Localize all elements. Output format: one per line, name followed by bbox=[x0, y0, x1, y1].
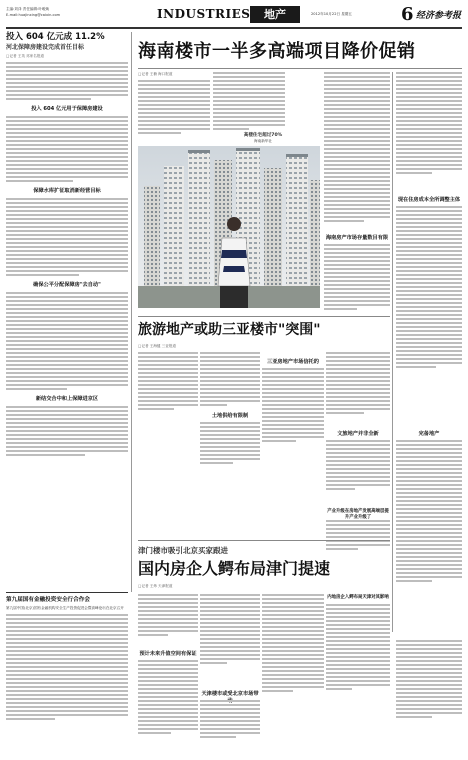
bottom-subhead-2: 天津楼市或受北京市场带 bbox=[201, 691, 259, 697]
top-headline: 海南楼市一半多高端项目降价促销 bbox=[138, 41, 416, 62]
bottom-top-rule bbox=[138, 540, 390, 541]
bottom-body-col2b bbox=[200, 700, 260, 738]
mid-body-col3 bbox=[262, 368, 324, 442]
right-col-body-3 bbox=[396, 440, 462, 582]
bottom-body-col1 bbox=[138, 594, 198, 636]
left-subhead: 河北保障房建设完成首任目标 bbox=[6, 44, 85, 51]
bottom-body-col4 bbox=[326, 604, 390, 690]
left-body-3 bbox=[6, 198, 128, 276]
mid-top-rule bbox=[138, 316, 390, 317]
lower-left-body bbox=[6, 614, 128, 720]
top-body-col1 bbox=[138, 80, 210, 134]
left-body-4 bbox=[6, 292, 128, 390]
right-col-body-2 bbox=[396, 206, 462, 368]
photo-caption-1: 高楼住宅超过70% bbox=[243, 133, 283, 138]
left-section-3: 保障水库扩征取消新经营目标 bbox=[33, 188, 101, 194]
left-column-rule bbox=[131, 32, 132, 592]
right-col-subhead-3: 完备地产 bbox=[418, 431, 440, 437]
right-col-body-4 bbox=[396, 640, 462, 718]
top-right-subhead-1: 海南房产市场存量数目有限 bbox=[325, 235, 389, 241]
left-body-2 bbox=[6, 116, 128, 182]
bottom-byline: □记者 王炜 天津报道 bbox=[138, 584, 173, 588]
mid-body-col4c bbox=[326, 520, 390, 550]
left-body-1 bbox=[6, 62, 128, 100]
right-col-body-1 bbox=[396, 72, 462, 174]
top-body-col2 bbox=[213, 72, 285, 130]
mid-subhead-2: 三亚房地产市场信托的 bbox=[267, 359, 319, 365]
building-photo-graphic bbox=[138, 146, 320, 308]
mid-body-col2 bbox=[200, 352, 260, 406]
top-body-col3 bbox=[324, 72, 390, 222]
building-photo bbox=[138, 146, 320, 308]
mid-subhead-3: 文旅地产并非全新 bbox=[337, 431, 379, 437]
bottom-body-col1b bbox=[138, 660, 198, 734]
masthead bbox=[6, 6, 462, 28]
left-headline: 投入 604 亿元成 11.2% bbox=[6, 32, 105, 42]
left-byline: □记者 王英 邓家名报道 bbox=[6, 54, 45, 58]
mid-subhead-4: 产业升级在房地产发展高端层提升产业升级了 bbox=[327, 509, 389, 520]
masthead-rule bbox=[6, 27, 462, 29]
bottom-subhead-1: 预计未来升值空间有保证 bbox=[139, 651, 197, 657]
top-headline-rule bbox=[138, 68, 462, 69]
lower-left-article bbox=[6, 596, 128, 754]
mid-byline: □记者 王海键 三亚报道 bbox=[138, 344, 177, 348]
bottom-subhead-3: 内地房企入鳄布局天津对其影响 bbox=[327, 595, 389, 600]
mid-body-col4 bbox=[326, 352, 390, 414]
top-byline: □记者 王楠 海口报道 bbox=[138, 72, 173, 76]
right-column-rule bbox=[392, 72, 393, 632]
mid-body-col2b bbox=[200, 422, 260, 464]
lower-left-hint: 第九届中国(北京)国有金融机构安全生产投资促进会暨高峰论坛在北京召开 bbox=[6, 606, 124, 610]
left-section-5: 新结交合中和上保障进京区 bbox=[35, 396, 99, 402]
bottom-body-col2 bbox=[200, 594, 260, 664]
lower-left-headline: 第九届国有金融投资安全行合作会 bbox=[6, 597, 90, 603]
bottom-headline: 国内房企人鳄布局津门提速 bbox=[138, 559, 331, 578]
section-label-cn: 地产 bbox=[250, 6, 300, 23]
bottom-kicker: 津门楼市吸引北京买家跟进 bbox=[138, 546, 228, 555]
section-label-en: INDUSTRIES bbox=[157, 7, 251, 21]
left-column bbox=[6, 32, 128, 592]
left-section-2: 投入 604 亿元用于保障房建设 bbox=[31, 106, 103, 112]
mid-body-col4b bbox=[326, 440, 390, 490]
mid-body-col1 bbox=[138, 352, 198, 410]
page-number: 6 bbox=[401, 4, 414, 25]
photo-caption-2: 海南新华社 bbox=[254, 139, 272, 143]
right-col-subhead-2: 现在住房成本全所调整主体 bbox=[397, 197, 461, 203]
left-section-4: 确保公平分配保障房"去自动" bbox=[33, 282, 101, 288]
bottom-body-col3 bbox=[262, 594, 324, 692]
mid-headline: 旅游地产或助三亚楼市"突围" bbox=[138, 322, 321, 338]
masthead-email: E-mail:huajinxing@caixin.com bbox=[6, 13, 61, 17]
issue-date: 2012年10月22日 星期五 bbox=[311, 12, 352, 16]
top-body-col3b bbox=[324, 244, 390, 310]
left-body-5 bbox=[6, 406, 128, 456]
paper-name: 经济参考报 bbox=[416, 11, 462, 21]
lower-left-rule bbox=[6, 592, 128, 593]
mid-subhead-1: 土地供给有限制 bbox=[211, 413, 249, 419]
masthead-editor: 主编:刘泽 责任编辑:叶峻焕 bbox=[6, 7, 50, 11]
